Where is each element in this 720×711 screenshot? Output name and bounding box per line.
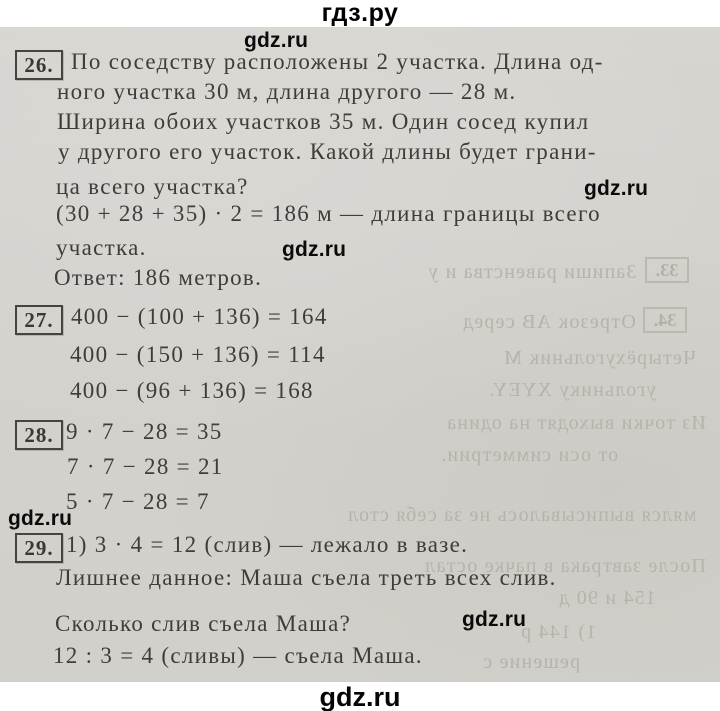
problem-number-26: 26. [15, 50, 63, 80]
scanned-book-page [0, 27, 720, 682]
problem-26-text-line: Ширина обоих участков 35 м. Один сосед купил [57, 109, 590, 134]
bleed-text: мялся выписывалось не за себя стол [346, 504, 696, 526]
problem-26-text-line: у другого его участок. Какой длины будет грани- [58, 139, 597, 164]
problem-29-solution-line: 1) 3 · 4 = 12 (слив) — лежало в вазе. [66, 532, 469, 557]
problem-28-equation: 7 · 7 − 28 = 21 [67, 454, 224, 479]
bleed-text: Отрезок АВ серед [462, 311, 636, 333]
bleed-text: 1) 144 р [519, 621, 596, 643]
bleed-text: Запиши равенства и у [426, 261, 636, 283]
gdz-watermark: gdz.ru [8, 507, 73, 530]
problem-29-answer-line: 12 : 3 = 4 (сливы) — съела Маша. [53, 643, 423, 668]
problem-26-solution-line: участка. [56, 235, 147, 260]
problem-28-equation: 9 · 7 − 28 = 35 [66, 419, 223, 444]
bleed-text: решение с [481, 651, 580, 673]
bleed-text: от оси симметрии. [439, 444, 618, 466]
problem-26-text-line: ного участка 30 м, длина другого — 28 м. [57, 79, 517, 104]
problem-number-28: 28. [15, 420, 63, 450]
gdz-watermark: gdz.ru [282, 238, 347, 261]
bleed-text: угольнику XYEY. [487, 379, 656, 401]
problem-26-text-line: По соседству расположены 2 участка. Длина од- [71, 49, 604, 74]
site-header-link[interactable]: гдз.ру [321, 0, 399, 27]
gdz-watermark: gdz.ru [244, 29, 309, 52]
problem-27-equation: 400 − (100 + 136) = 164 [71, 304, 328, 329]
problem-number-27: 27. [15, 305, 63, 335]
bleed-text: 154 и 90 д [558, 587, 656, 609]
site-footer-link[interactable]: gdz.ru [319, 682, 401, 711]
problem-number-29: 29. [15, 533, 63, 563]
problem-28-equation: 5 · 7 − 28 = 7 [66, 489, 210, 514]
problem-27-equation: 400 − (96 + 136) = 168 [70, 378, 314, 403]
bleed-text: После завтрака в пачке остал [424, 555, 706, 577]
problem-26-text-line: ца всего участка? [56, 174, 249, 199]
problem-29-text-line: Лишнее данное: Маша съела треть всех слив. [56, 565, 557, 590]
problem-29-text-line: Сколько слив съела Маша? [55, 611, 352, 636]
bleed-text: Из точки выходят на одина [446, 412, 706, 434]
gdz-watermark: gdz.ru [584, 177, 649, 200]
problem-26-solution-line: (30 + 28 + 35) · 2 = 186 м — длина границы всего [56, 201, 601, 226]
problem-26-answer-line: Ответ: 186 метров. [54, 265, 263, 290]
problem-27-equation: 400 − (150 + 136) = 114 [70, 342, 326, 367]
gdz-watermark: gdz.ru [462, 608, 527, 631]
bleed-problem-box: 33. [645, 257, 689, 283]
bleed-problem-box: 34. [643, 307, 687, 333]
bleed-text: Четырёхугольник М [502, 347, 696, 369]
